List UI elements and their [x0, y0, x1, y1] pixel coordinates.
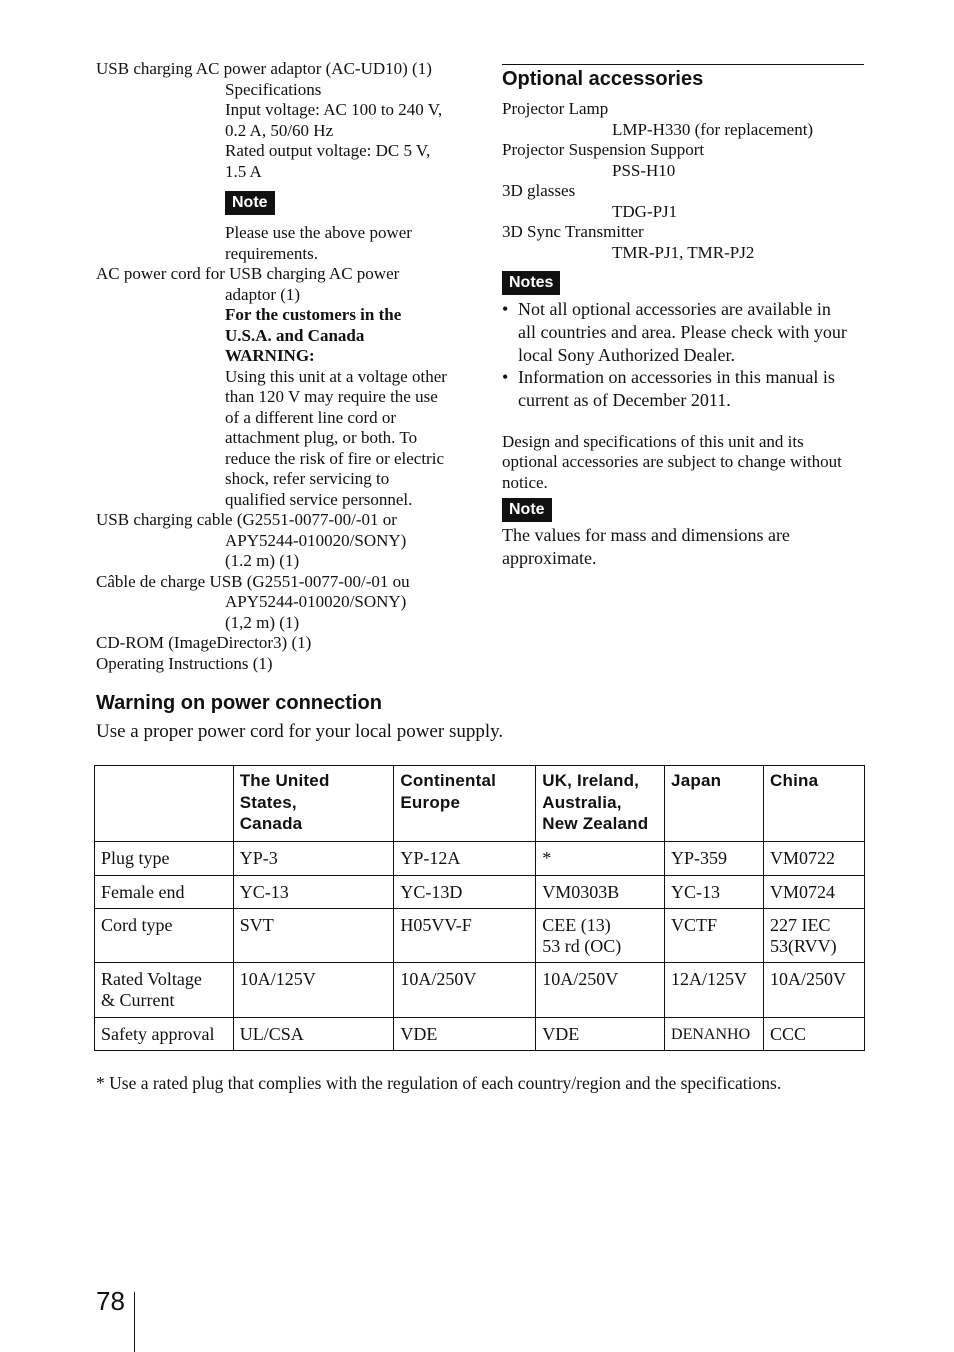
spec-input-2: 0.2 A, 50/60 Hz [225, 120, 334, 140]
cell-line: Female end [101, 882, 185, 902]
cord-warning-label: WARNING: [225, 346, 315, 365]
spec-input-1: Input voltage: AC 100 to 240 V, [225, 100, 443, 119]
bullet-icon: • [502, 299, 509, 319]
bullet-line: local Sony Authorized Dealer. [518, 344, 735, 365]
list-item [502, 366, 864, 412]
cell-line: Rated Voltage [101, 969, 202, 989]
bullet-line: all countries and area. Please check with your [518, 321, 847, 342]
note-line: The values for mass and dimensions are [502, 525, 790, 546]
table-cell [665, 909, 764, 963]
accessory-name: Projector Lamp [502, 99, 609, 118]
note-badge: Note [502, 498, 552, 522]
cord-warning-3: of a different line cord or [225, 407, 397, 427]
bullet-line: current as of December 2011. [518, 390, 731, 411]
bullet-line: Information on accessories in this manual is [518, 367, 835, 388]
cell-line: 53(RVV) [770, 936, 837, 956]
cell-line: Cord type [101, 915, 173, 935]
design-line: notice. [502, 472, 548, 492]
cell-line: YP-359 [671, 848, 728, 868]
table-cell [394, 876, 536, 909]
accessory-name: 3D glasses [502, 181, 576, 200]
table-cell [233, 876, 394, 909]
note-text-1: Please use the above power [225, 223, 412, 242]
cord-warning-4: attachment plug, or both. To [225, 428, 418, 447]
cell-line: 10A/250V [770, 969, 847, 989]
header-line: UK, Ireland, [542, 771, 640, 790]
table-cell [394, 1018, 536, 1051]
header-line: Australia, [542, 792, 622, 812]
cord-item-1: AC power cord for USB charging AC power [96, 264, 400, 283]
accessory-item [502, 140, 864, 181]
table-cell [394, 909, 536, 963]
table-cell [233, 909, 394, 963]
adaptor-item: USB charging AC power adaptor (AC-UD10) (1) [96, 59, 432, 78]
header-line: Japan [671, 771, 722, 790]
cell-line: YP-3 [239, 848, 278, 868]
table-cell [536, 963, 665, 1018]
cell-line: VM0303B [542, 882, 620, 902]
table-cell [394, 842, 536, 876]
table-row [95, 909, 865, 963]
cord-warning-5: reduce the risk of fire or electric [225, 448, 444, 468]
cable-fr-2: APY5244-010020/SONY) [225, 592, 407, 611]
power-cord-table [94, 765, 865, 1051]
accessory-model: PSS-H10 [612, 160, 676, 180]
cell-line: Plug type [101, 848, 170, 868]
table-cell [764, 1018, 865, 1051]
manual-item: Operating Instructions (1) [96, 653, 273, 673]
table-header-usa [233, 766, 394, 842]
note-line: approximate. [502, 548, 597, 569]
cord-warning-7: qualified service personnel. [225, 489, 413, 509]
bullet-line: Not all optional accessories are available in [518, 299, 831, 319]
cell-line: VM0724 [770, 882, 836, 902]
accessory-model: TMR-PJ1, TMR-PJ2 [612, 242, 755, 262]
table-row-label [95, 1018, 234, 1051]
table-row [95, 1018, 865, 1051]
cable-en-3: (1.2 m) (1) [225, 551, 300, 570]
cord-warning-1: Using this unit at a voltage other [225, 366, 447, 386]
table-cell [665, 842, 764, 876]
table-header-row [95, 766, 865, 842]
cell-line: CEE (13) [542, 915, 611, 935]
table-cell [536, 1018, 665, 1051]
accessory-item [502, 181, 864, 222]
page-number-rule [134, 1292, 135, 1352]
cell-line: YC-13 [671, 882, 721, 902]
cell-line: 12A/125V [671, 969, 748, 989]
table-row [95, 963, 865, 1018]
footnote: * Use a rated plug that complies with the regulation of each country/region and the specifications. [96, 1073, 782, 1093]
header-line: China [770, 771, 819, 790]
accessory-name: 3D Sync Transmitter [502, 222, 644, 241]
list-item [502, 298, 864, 366]
table-row-label [95, 842, 234, 876]
header-line: The United States, [239, 771, 330, 812]
table-cell [233, 1018, 394, 1051]
table-cell [233, 963, 394, 1018]
optional-accessories-section [502, 64, 864, 570]
cell-line: CCC [770, 1024, 807, 1044]
spec-output-2: 1.5 A [225, 161, 262, 181]
table-cell [764, 842, 865, 876]
cell-line: * [542, 848, 552, 868]
header-line: Canada [239, 814, 303, 833]
spec-label: Specifications [225, 79, 322, 99]
table-row-label [95, 963, 234, 1018]
cell-line: VDE [542, 1024, 580, 1044]
cable-en-2: APY5244-010020/SONY) [225, 530, 407, 550]
section-rule [502, 64, 864, 65]
table-cell [536, 842, 665, 876]
table-row [95, 876, 865, 909]
accessory-item [502, 222, 864, 263]
table-body [95, 842, 865, 1051]
table-row [95, 842, 865, 876]
cord-warning-2: than 120 V may require the use [225, 387, 438, 406]
note-badge: Note [225, 191, 275, 215]
cell-line: UL/CSA [239, 1024, 304, 1044]
cord-warning-6: shock, refer servicing to [225, 469, 390, 488]
table-cell [665, 876, 764, 909]
table-header-china [764, 766, 865, 842]
table-cell [665, 1018, 764, 1051]
warning-text: Use a proper power cord for your local power supply. [96, 721, 504, 742]
cell-line: VM0722 [770, 848, 836, 868]
cell-line: VDE [400, 1024, 438, 1044]
cell-line: YP-12A [400, 848, 461, 868]
cell-line: VCTF [671, 915, 718, 935]
table-header-japan [665, 766, 764, 842]
design-line: optional accessories are subject to change without [502, 452, 842, 472]
table-cell [764, 876, 865, 909]
note-text-2: requirements. [225, 243, 318, 263]
design-notice [502, 432, 864, 494]
cell-line: H05VV-F [400, 915, 472, 935]
note-badge-wrap [96, 191, 466, 215]
notes-badge-wrap [502, 271, 864, 295]
table-header-uk [536, 766, 665, 842]
table-row-label [95, 876, 234, 909]
header-line: Continental [400, 771, 497, 790]
warning-title: Warning on power connection [96, 692, 382, 714]
cell-line: & Current [101, 990, 175, 1010]
table-cell [536, 909, 665, 963]
note-badge-wrap [502, 498, 864, 522]
cell-line: DENANHO [671, 1026, 751, 1043]
section-title: Optional accessories [502, 68, 704, 90]
cord-bold-2: U.S.A. and Canada [225, 325, 365, 345]
table-cell [394, 963, 536, 1018]
accessory-name: Projector Suspension Support [502, 140, 705, 159]
header-line: New Zealand [542, 814, 649, 833]
cell-line: SVT [239, 915, 274, 935]
cell-line: 53 rd (OC) [542, 936, 622, 956]
table-cell [764, 909, 865, 963]
table-header-europe [394, 766, 536, 842]
cell-line: 10A/250V [542, 969, 619, 989]
accessory-model: TDG-PJ1 [612, 201, 678, 221]
cell-line: 10A/250V [400, 969, 477, 989]
accessory-model: LMP-H330 (for replacement) [612, 119, 814, 139]
cell-line: 227 IEC [770, 915, 831, 935]
table-cell [665, 963, 764, 1018]
bullet-icon: • [502, 367, 509, 388]
cell-line: Safety approval [101, 1024, 215, 1044]
cell-line: YC-13 [239, 882, 289, 902]
cord-item-2: adaptor (1) [225, 284, 301, 304]
accessory-item [502, 99, 864, 140]
accessories-supplied-list [96, 59, 466, 674]
notes-list [502, 298, 864, 412]
notes-badge: Notes [502, 271, 560, 295]
header-line: Europe [400, 792, 461, 812]
table-cell [764, 963, 865, 1018]
cable-fr-1: Câble de charge USB (G2551-0077-00/-01 ou [96, 571, 410, 591]
cdrom-item: CD-ROM (ImageDirector3) (1) [96, 633, 312, 652]
page-number: 78 [96, 1286, 125, 1316]
table-header-empty [95, 766, 234, 842]
cable-fr-3: (1,2 m) (1) [225, 612, 300, 632]
cell-line: 10A/125V [239, 969, 316, 989]
cord-bold-1: For the customers in the [225, 305, 402, 324]
cell-line: YC-13D [400, 882, 463, 902]
table-cell [233, 842, 394, 876]
spec-output-1: Rated output voltage: DC 5 V, [225, 141, 431, 160]
table-row-label [95, 909, 234, 963]
mass-note [502, 524, 864, 570]
table-cell [536, 876, 665, 909]
cable-en-1: USB charging cable (G2551-0077-00/-01 or [96, 510, 397, 529]
design-line: Design and specifications of this unit and its [502, 431, 804, 451]
